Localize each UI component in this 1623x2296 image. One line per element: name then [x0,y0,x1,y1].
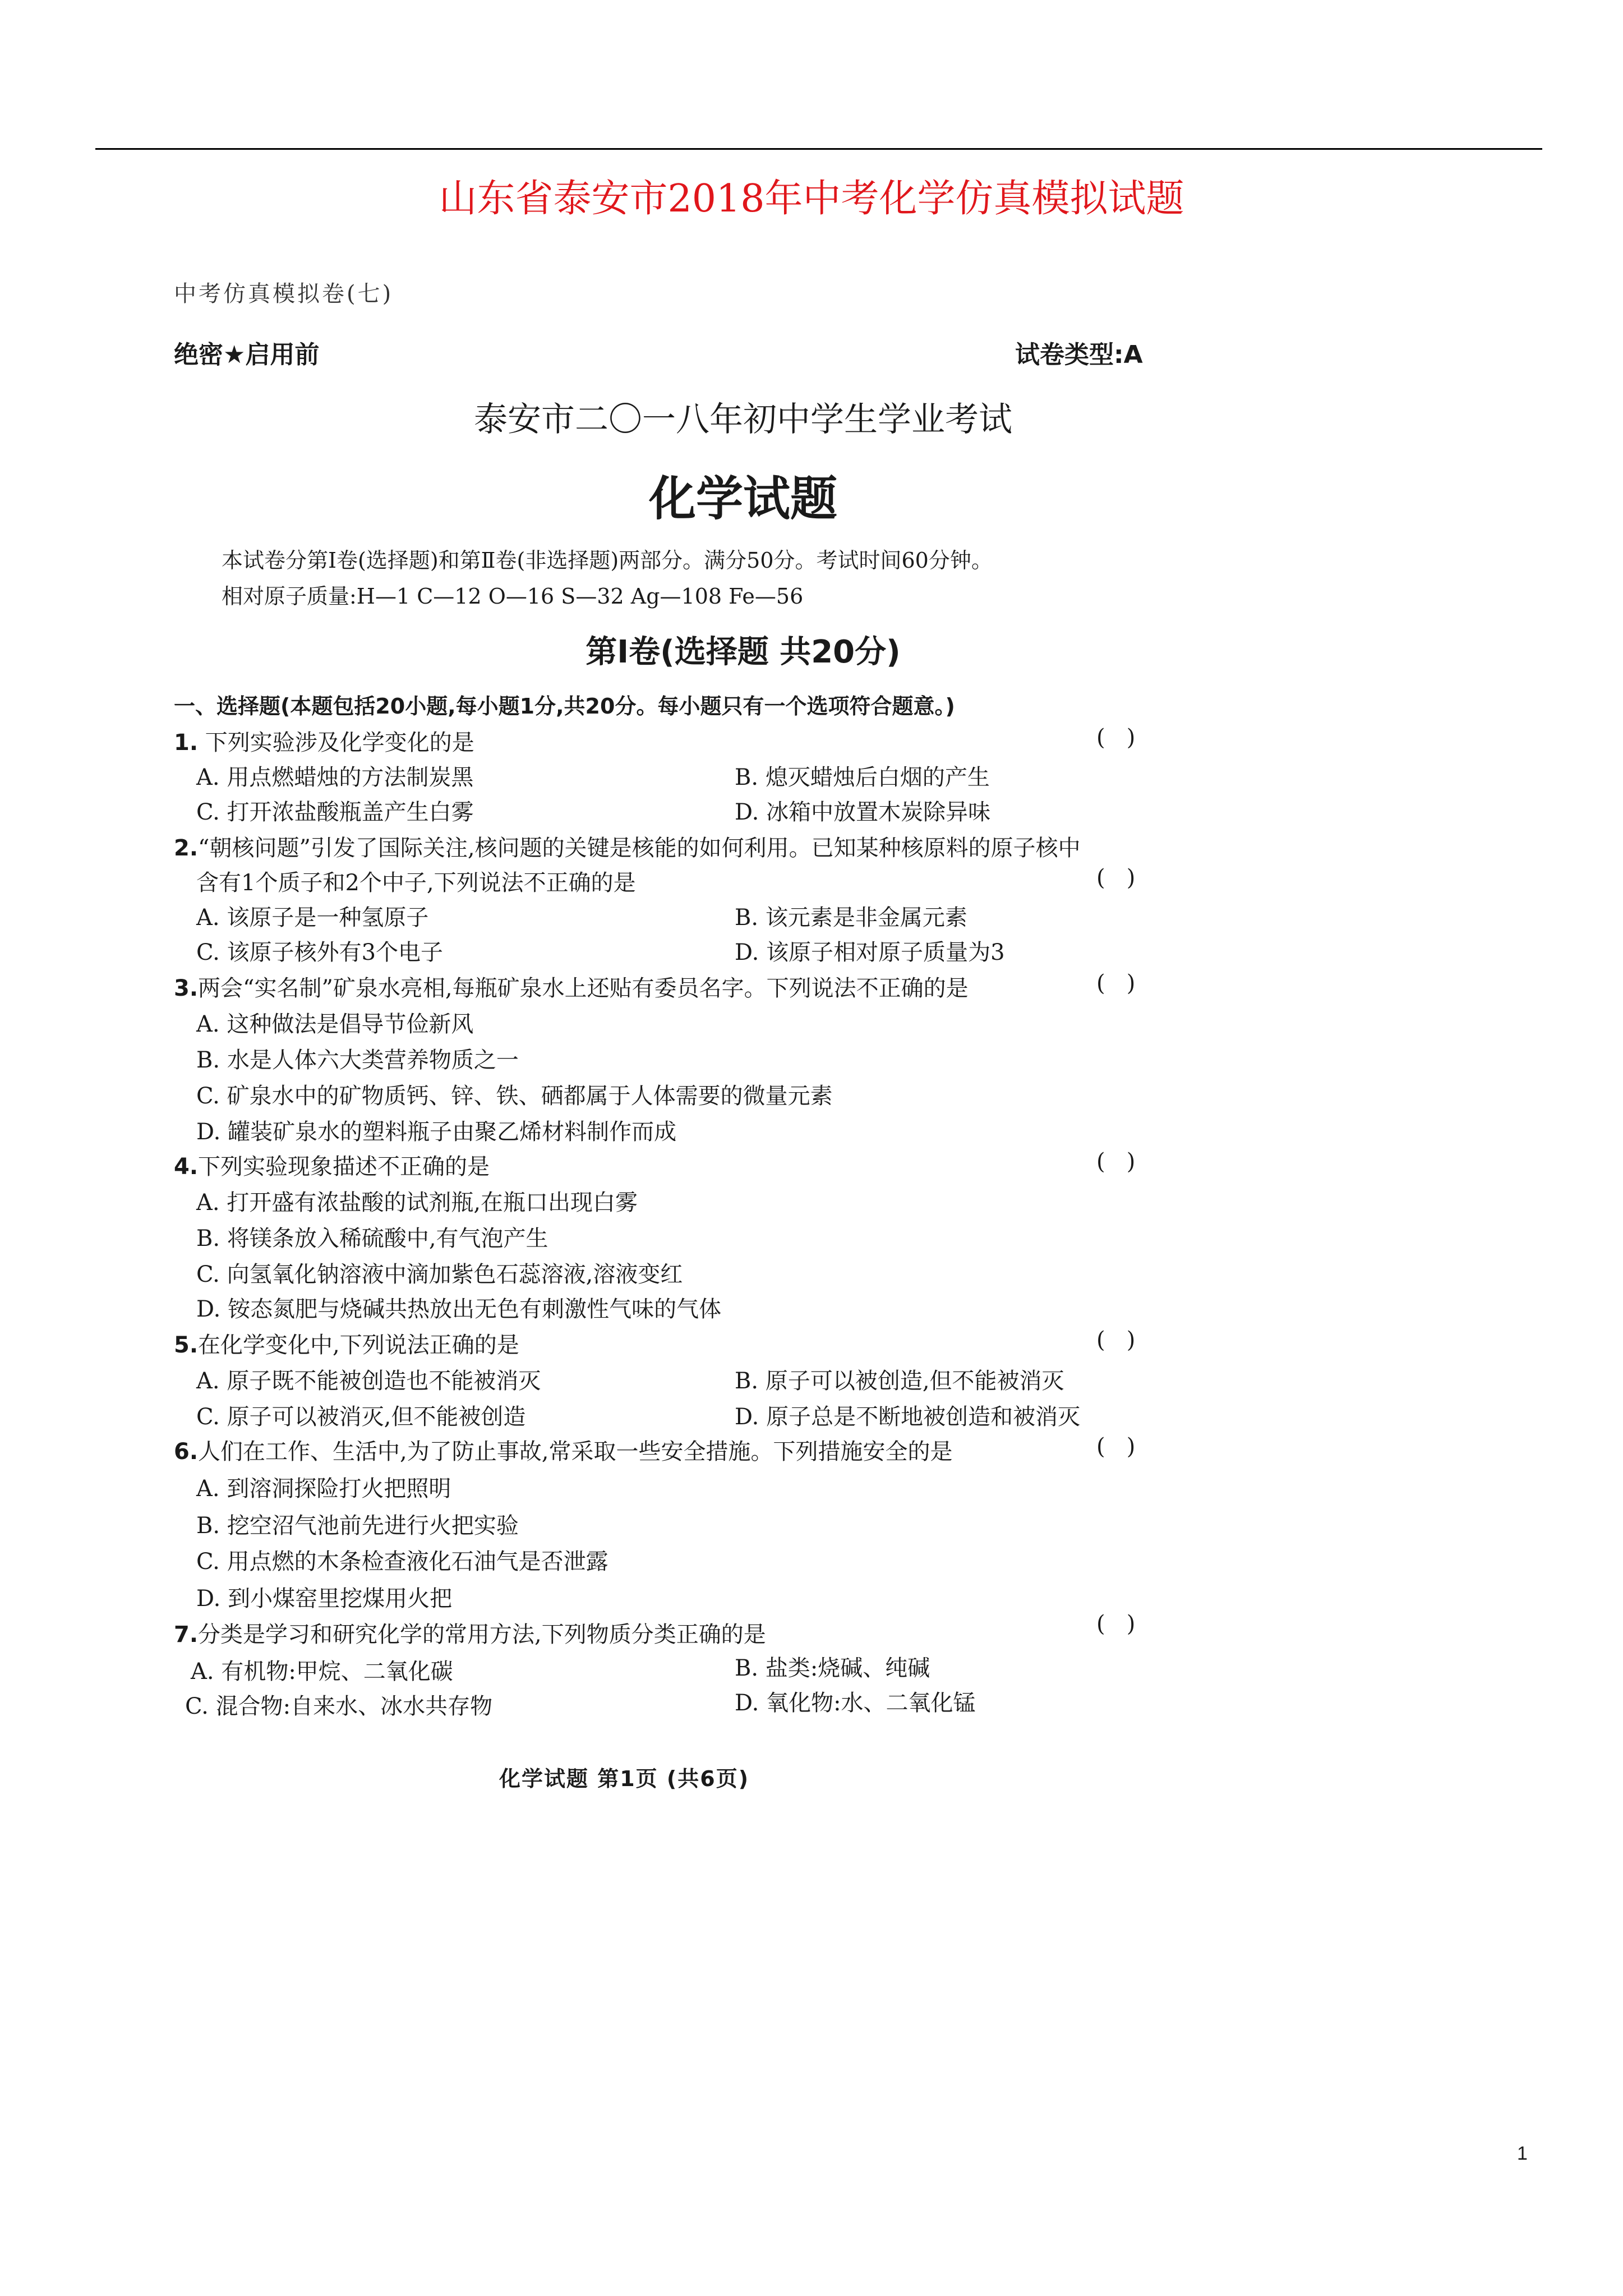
option-c: C. 打开浓盐酸瓶盖产生白雾 [196,799,474,825]
option-c: C. 矿泉水中的矿物质钙、锌、铁、硒都属于人体需要的微量元素 [196,1083,833,1109]
option-d: D. 冰箱中放置木炭除异味 [735,799,991,825]
question-text: 在化学变化中,下列说法正确的是 [198,1332,519,1358]
option-a: A. 有机物:甲烷、二氧化碳 [191,1659,453,1685]
answer-parenthesis: ( ) [1096,1149,1136,1175]
question-5 [174,1327,519,1359]
option-c: C. 该原子核外有3个电子 [196,940,444,965]
question-number: 2. [174,835,199,861]
option-c: C. 用点燃的木条检查液化石油气是否泄露 [196,1549,608,1575]
question-text: 两会“实名制”矿泉水亮相,每瓶矿泉水上还贴有委员名字。下列说法不正确的是 [198,976,969,1001]
question-2 [174,830,1081,862]
option-a: A. 这种做法是倡导节俭新风 [196,1011,474,1037]
option-c: C. 原子可以被消灭,但不能被创造 [196,1404,526,1430]
document-title: 山东省泰安市2018年中考化学仿真模拟试题 [439,177,1184,221]
series-label: 中考仿真模拟卷(七) [174,281,394,307]
question-text: “朝核问题”引发了国际关注,核问题的关键是核能的如何利用。已知某种核原料的原子核中 [198,835,1081,861]
question-3 [174,970,969,1002]
question-4 [174,1149,490,1181]
question-number: 1. [174,730,199,756]
subject-title: 化学试题 [648,471,837,526]
option-d: D. 到小煤窑里挖煤用火把 [196,1586,453,1612]
question-number: 7. [174,1622,199,1648]
question-text: 分类是学习和研究化学的常用方法,下列物质分类正确的是 [198,1622,766,1648]
section-heading: 一、选择题(本题包括20小题,每小题1分,共20分。每小题只有一个选项符合题意。) [174,694,955,719]
option-b: B. 将镁条放入稀硫酸中,有气泡产生 [196,1226,548,1251]
option-a: A. 用点燃蜡烛的方法制炭黑 [196,765,474,790]
option-a: A. 到溶洞探险打火把照明 [196,1476,451,1502]
answer-parenthesis: ( ) [1096,970,1136,996]
question-number: 6. [174,1439,199,1465]
answer-parenthesis: ( ) [1096,1611,1136,1637]
answer-parenthesis: ( ) [1096,1327,1136,1353]
option-a: A. 原子既不能被创造也不能被消灭 [196,1368,541,1394]
intro-line-2: 相对原子质量:H—1 C—12 O—16 S—32 Ag—108 Fe—56 [222,584,804,609]
option-d: D. 铵态氮肥与烧碱共热放出无色有刺激性气味的气体 [196,1296,722,1322]
option-d: D. 该原子相对原子质量为3 [735,940,1005,965]
exam-name: 泰安市二〇一八年初中学生学业考试 [474,400,1012,439]
question-number: 4. [174,1154,199,1180]
page-number: 1 [1517,2143,1528,2164]
question-7 [174,1617,766,1649]
option-d: D. 罐装矿泉水的塑料瓶子由聚乙烯材料制作而成 [196,1119,677,1145]
part-title: 第Ⅰ卷(选择题 共20分) [585,634,901,670]
question-6 [174,1434,952,1466]
option-b: B. 水是人体六大类营养物质之一 [196,1047,519,1073]
option-a: A. 打开盛有浓盐酸的试剂瓶,在瓶口出现白雾 [196,1190,638,1216]
paper-type-label: 试卷类型:A [1015,341,1143,369]
option-b: B. 该元素是非金属元素 [735,905,967,931]
option-b: B. 熄灭蜡烛后白烟的产生 [735,765,990,790]
page-footer: 化学试题 第1页 (共6页) [499,1766,750,1791]
intro-line-1: 本试卷分第Ⅰ卷(选择题)和第Ⅱ卷(非选择题)两部分。满分50分。考试时间60分钟。 [222,548,993,573]
top-rule [95,148,1542,150]
question-number: 5. [174,1332,199,1358]
confidential-label: 绝密★启用前 [174,341,320,369]
question-text: 人们在工作、生活中,为了防止事故,常采取一些安全措施。下列措施安全的是 [198,1439,953,1465]
question-2-line-2: 含有1个质子和2个中子,下列说法不正确的是 [196,870,636,896]
option-c: C. 向氢氧化钠溶液中滴加紫色石蕊溶液,溶液变红 [196,1262,683,1287]
question-text: 下列实验涉及化学变化的是 [205,730,474,756]
answer-parenthesis: ( ) [1096,865,1136,891]
option-d: D. 原子总是不断地被创造和被消灭 [735,1404,1081,1430]
option-d: D. 氧化物:水、二氧化锰 [735,1690,976,1716]
option-b: B. 盐类:烧碱、纯碱 [735,1655,930,1681]
option-b: B. 挖空沼气池前先进行火把实验 [196,1513,519,1539]
option-a: A. 该原子是一种氢原子 [196,905,429,931]
answer-parenthesis: ( ) [1096,1434,1136,1460]
option-b: B. 原子可以被创造,但不能被消灭 [735,1368,1064,1394]
answer-parenthesis: ( ) [1096,725,1136,751]
question-1 [174,725,474,757]
question-number: 3. [174,976,199,1001]
option-c: C. 混合物:自来水、冰水共存物 [185,1694,493,1719]
question-text: 下列实验现象描述不正确的是 [198,1154,490,1180]
